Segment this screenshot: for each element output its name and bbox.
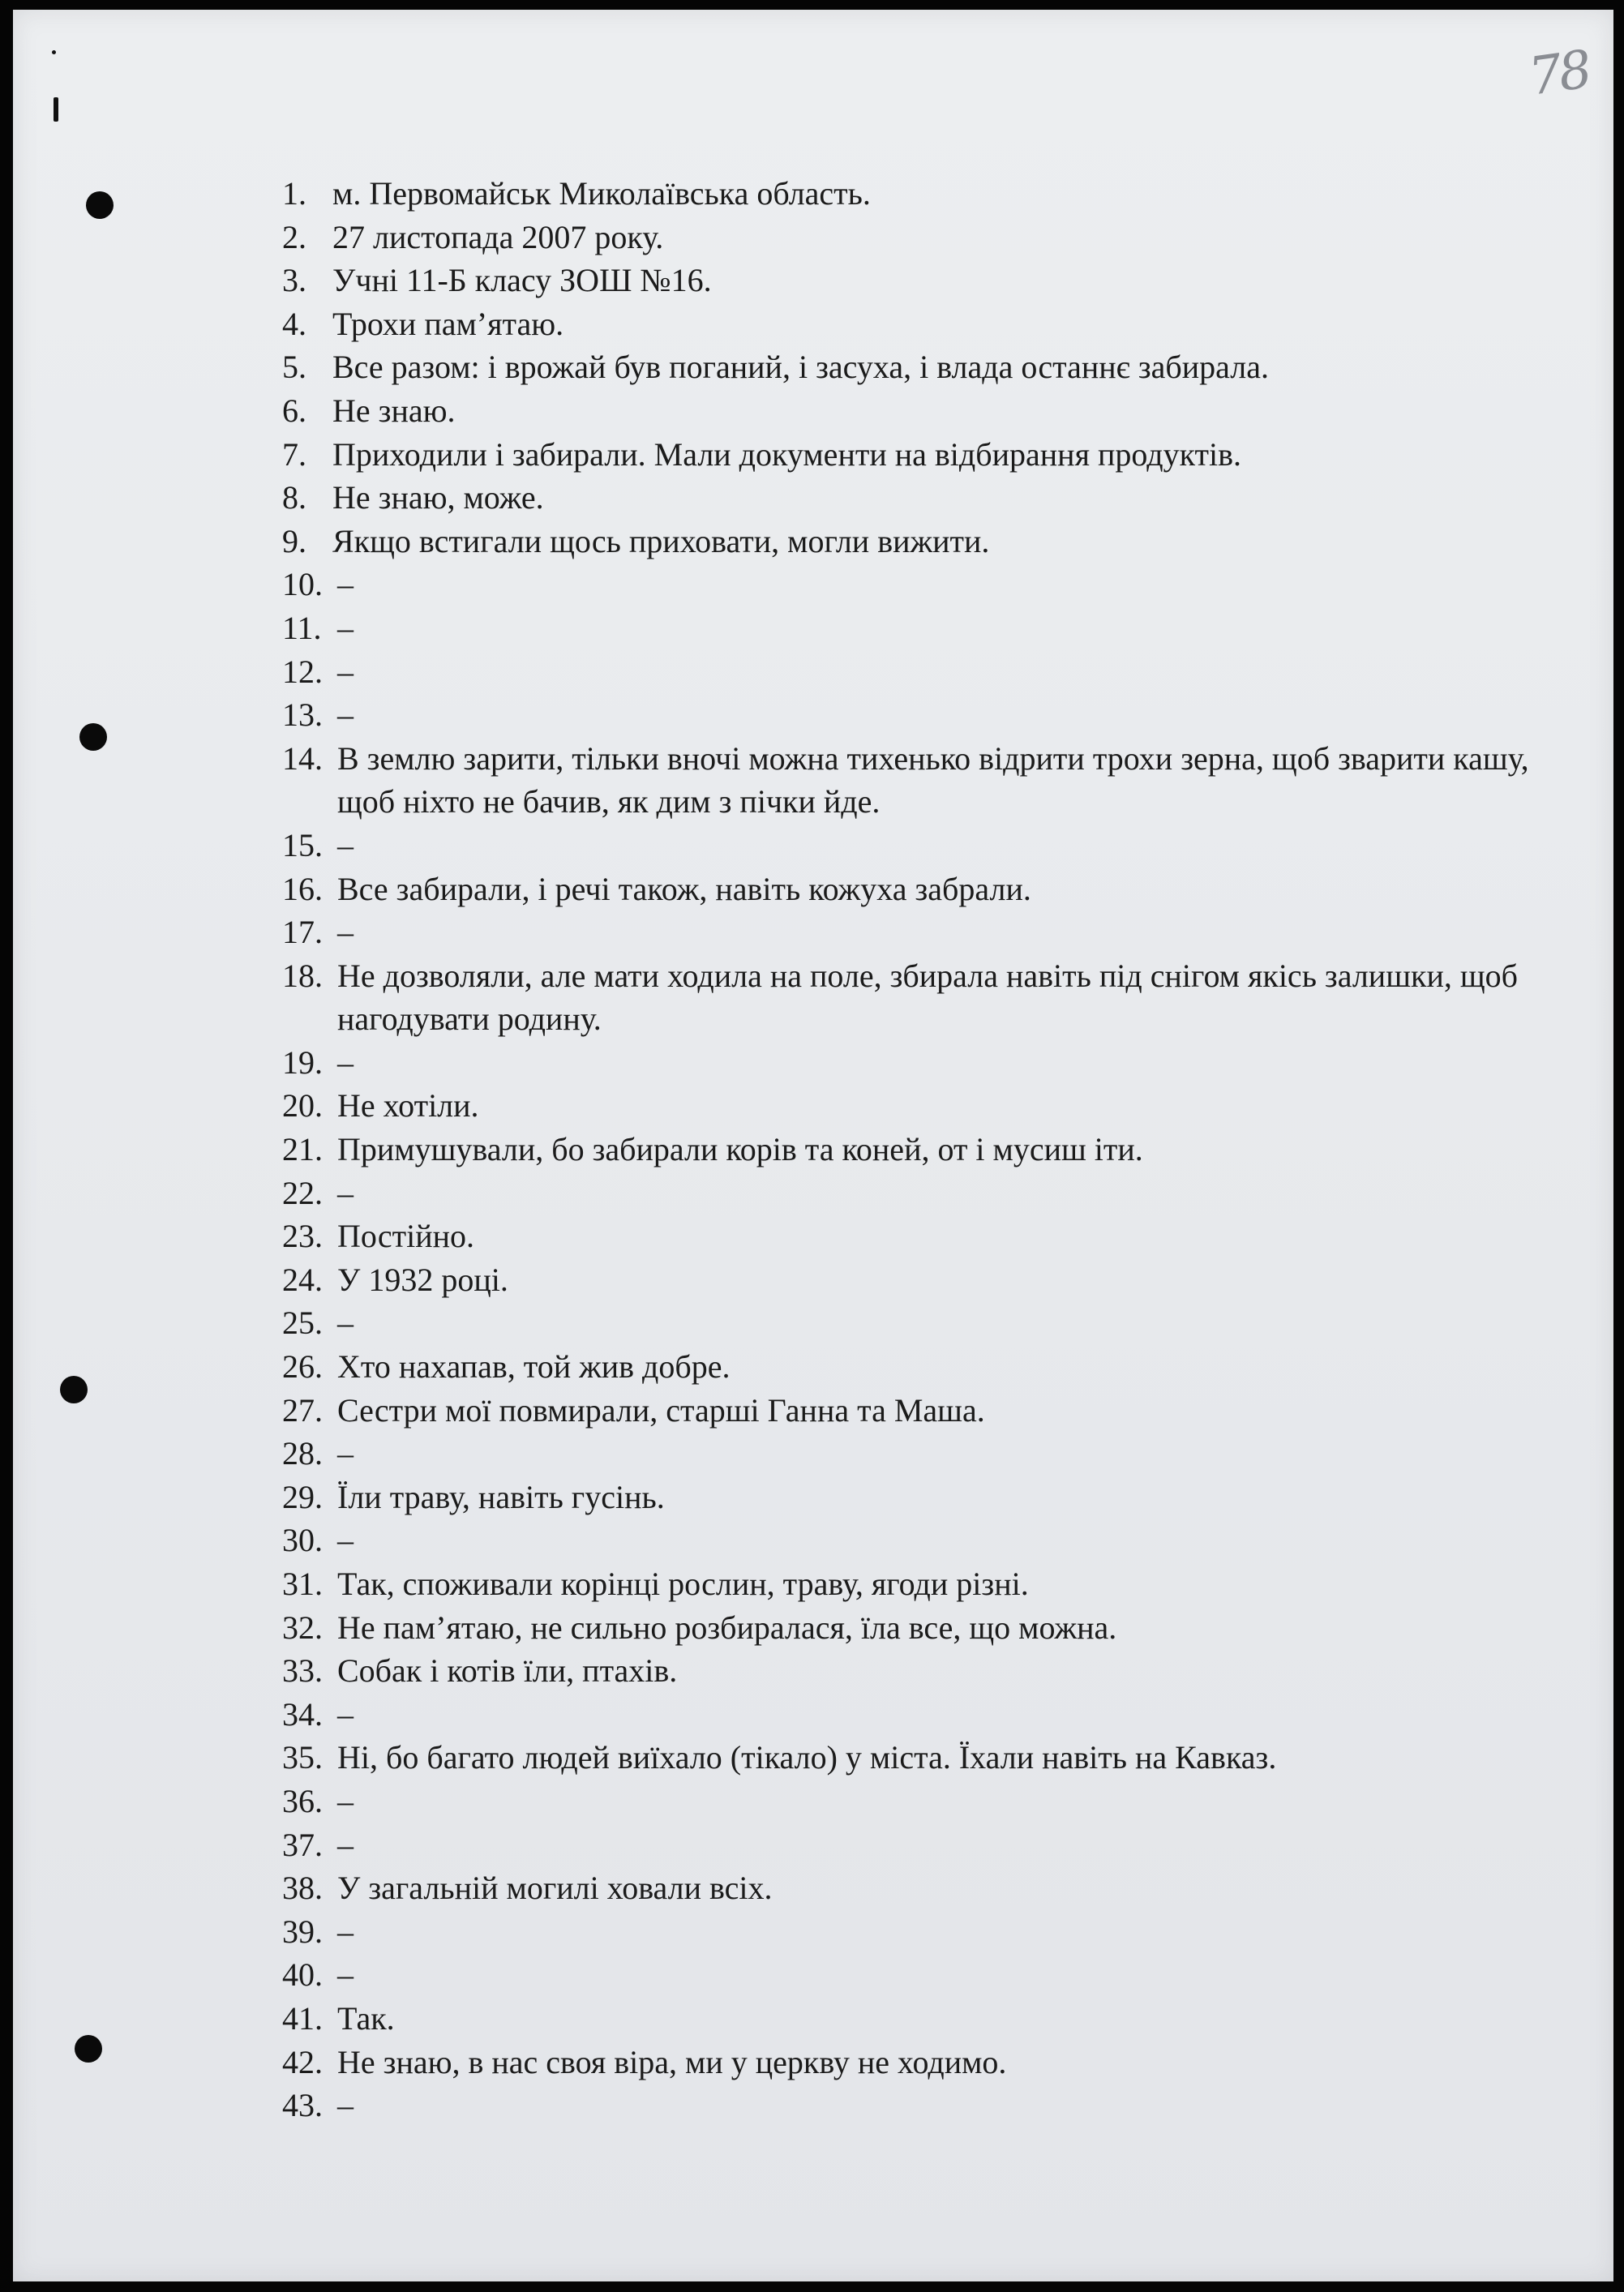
answer-item bbox=[282, 1128, 1547, 1172]
answer-item bbox=[282, 259, 1547, 302]
answer-text: Все разом: і врожай був поганий, і засуха, і влада останнє забирала. bbox=[332, 349, 1269, 386]
answer-number: 39. bbox=[282, 1913, 323, 1950]
answer-item bbox=[282, 563, 1547, 606]
answer-number: 7. bbox=[282, 435, 306, 473]
answer-number: 13. bbox=[282, 696, 323, 734]
answer-item bbox=[282, 1953, 1547, 1997]
answer-number: 21. bbox=[282, 1131, 323, 1168]
answer-text: Ні, бо багато людей виїхало (тікало) у міста. Їхали навіть на Кавказ. bbox=[337, 1739, 1277, 1776]
answer-text: Не знаю, в нас своя віра, ми у церкву не ходимо. bbox=[337, 2043, 1007, 2080]
answer-number: 23. bbox=[282, 1218, 323, 1255]
answer-item bbox=[282, 650, 1547, 694]
answer-item bbox=[282, 1823, 1547, 1867]
answer-number: 42. bbox=[282, 2043, 323, 2080]
answer-item bbox=[282, 1172, 1547, 1215]
answer-text: 27 листопада 2007 року. bbox=[332, 218, 664, 255]
answer-item bbox=[282, 1084, 1547, 1128]
answer-text: – bbox=[337, 1913, 354, 1950]
answer-number: 29. bbox=[282, 1478, 323, 1515]
answer-text: – bbox=[337, 609, 354, 646]
answer-number: 30. bbox=[282, 1522, 323, 1559]
answer-text: – bbox=[337, 566, 354, 603]
answer-number: 34. bbox=[282, 1695, 323, 1733]
answer-item bbox=[282, 2041, 1547, 2084]
answer-item bbox=[282, 1345, 1547, 1389]
answer-number: 14. bbox=[282, 739, 323, 777]
answer-text: Собак і котів їли, птахів. bbox=[337, 1652, 678, 1690]
answer-number: 17. bbox=[282, 914, 323, 951]
answer-number: 35. bbox=[282, 1739, 323, 1776]
answer-number: 3. bbox=[282, 262, 306, 299]
answer-item bbox=[282, 389, 1547, 433]
answer-item bbox=[282, 433, 1547, 477]
answer-number: 10. bbox=[282, 566, 323, 603]
answer-number: 33. bbox=[282, 1652, 323, 1690]
answer-number: 8. bbox=[282, 479, 306, 516]
answer-item bbox=[282, 693, 1547, 737]
answer-text: – bbox=[337, 653, 354, 690]
answer-item bbox=[282, 606, 1547, 650]
scan-mark bbox=[54, 97, 58, 122]
answer-item bbox=[282, 1649, 1547, 1693]
answer-text: – bbox=[337, 696, 354, 734]
answer-number: 25. bbox=[282, 1305, 323, 1342]
answer-item bbox=[282, 737, 1547, 824]
answer-number: 5. bbox=[282, 349, 306, 386]
punch-hole bbox=[60, 1376, 88, 1403]
answer-text: Трохи пам’ятаю. bbox=[332, 305, 564, 342]
answer-text: – bbox=[337, 1305, 354, 1342]
answer-text: У загальній могилі ховали всіх. bbox=[337, 1870, 773, 1907]
answer-number: 20. bbox=[282, 1087, 323, 1125]
answer-item bbox=[282, 2084, 1547, 2127]
answer-text: В землю зарити, тільки вночі можна тихенько відрити трохи зерна, щоб зварити кашу, щоб ніхто не бачив, як дим з пічки йде. bbox=[337, 739, 1529, 820]
answer-text: Не знаю, може. bbox=[332, 479, 544, 516]
answer-number: 4. bbox=[282, 305, 306, 342]
answer-item bbox=[282, 1519, 1547, 1562]
answer-item bbox=[282, 1301, 1547, 1345]
answer-number: 18. bbox=[282, 957, 323, 994]
answer-text: – bbox=[337, 1435, 354, 1472]
answer-text: Так, споживали корінці рослин, траву, ягоди різні. bbox=[337, 1566, 1029, 1602]
answer-text: – bbox=[337, 914, 354, 951]
answer-number: 22. bbox=[282, 1174, 323, 1211]
answer-number: 36. bbox=[282, 1782, 323, 1819]
answer-text: – bbox=[337, 826, 354, 863]
answer-text: Не хотіли. bbox=[337, 1087, 479, 1125]
answer-item bbox=[282, 1736, 1547, 1780]
answer-text: Їли траву, навіть гусінь. bbox=[337, 1478, 665, 1515]
answer-number: 19. bbox=[282, 1043, 323, 1081]
scan-mark bbox=[52, 50, 56, 54]
answer-item bbox=[282, 1693, 1547, 1737]
answer-item bbox=[282, 824, 1547, 868]
answer-number: 31. bbox=[282, 1566, 323, 1602]
answer-text: – bbox=[337, 1826, 354, 1863]
answer-text: – bbox=[337, 1174, 354, 1211]
answer-text: Так. bbox=[337, 1999, 395, 2037]
answer-text: Приходили і забирали. Мали документи на відбирання продуктів. bbox=[332, 435, 1241, 473]
answer-item bbox=[282, 345, 1547, 389]
punch-hole bbox=[75, 2035, 102, 2063]
answer-text: м. Первомайськ Миколаївська область. bbox=[332, 175, 871, 212]
answer-item bbox=[282, 1389, 1547, 1433]
answer-item bbox=[282, 172, 1547, 216]
punch-hole bbox=[86, 191, 114, 219]
answer-item bbox=[282, 1432, 1547, 1476]
answer-number: 12. bbox=[282, 653, 323, 690]
handwritten-page-number: 78 bbox=[1525, 40, 1593, 108]
answer-number: 27. bbox=[282, 1391, 323, 1429]
answer-item bbox=[282, 1476, 1547, 1519]
answer-text: Постійно. bbox=[337, 1218, 475, 1255]
answer-number: 24. bbox=[282, 1261, 323, 1298]
answer-item bbox=[282, 1215, 1547, 1258]
answer-text: Не дозволяли, але мати ходила на поле, збирала навіть під снігом якісь залишки, щоб нагодувати родину. bbox=[337, 957, 1518, 1038]
answer-item bbox=[282, 1866, 1547, 1910]
answer-text: Не пам’ятаю, не сильно розбиралася, їла все, що можна. bbox=[337, 1609, 1117, 1646]
answer-text: – bbox=[337, 1695, 354, 1733]
answer-text: Сестри мої повмирали, старші Ганна та Маша. bbox=[337, 1391, 985, 1429]
answer-text: Учні 11-Б класу ЗОШ №16. bbox=[332, 262, 712, 299]
answer-item bbox=[282, 1910, 1547, 1954]
answer-item bbox=[282, 1997, 1547, 2041]
punch-hole bbox=[79, 723, 107, 751]
answer-item bbox=[282, 216, 1547, 259]
answer-number: 16. bbox=[282, 870, 323, 907]
answer-item bbox=[282, 1780, 1547, 1823]
answer-number: 32. bbox=[282, 1609, 323, 1646]
answer-text: Хто нахапав, той жив добре. bbox=[337, 1348, 731, 1386]
answer-item bbox=[282, 1606, 1547, 1650]
answer-item bbox=[282, 1258, 1547, 1302]
answer-text: Примушували, бо забирали корів та коней, от і мусиш іти. bbox=[337, 1131, 1143, 1168]
answer-text: Все забирали, і речі також, навіть кожуха забрали. bbox=[337, 870, 1031, 907]
answer-item bbox=[282, 1562, 1547, 1606]
answer-item bbox=[282, 910, 1547, 954]
document-page bbox=[13, 10, 1613, 2281]
answer-item bbox=[282, 302, 1547, 346]
answer-item bbox=[282, 954, 1547, 1041]
answer-number: 2. bbox=[282, 218, 306, 255]
answer-text: – bbox=[337, 1782, 354, 1819]
answer-number: 41. bbox=[282, 1999, 323, 2037]
answer-text: – bbox=[337, 1043, 354, 1081]
answer-number: 11. bbox=[282, 609, 322, 646]
answer-number: 38. bbox=[282, 1870, 323, 1907]
answer-item bbox=[282, 476, 1547, 520]
answer-text: – bbox=[337, 1522, 354, 1559]
answer-number: 6. bbox=[282, 392, 306, 429]
answer-number: 26. bbox=[282, 1348, 323, 1386]
answer-number: 43. bbox=[282, 2087, 323, 2124]
answer-number: 40. bbox=[282, 1956, 323, 1994]
answer-number: 15. bbox=[282, 826, 323, 863]
answer-text: – bbox=[337, 2087, 354, 2124]
answer-number: 28. bbox=[282, 1435, 323, 1472]
answer-list bbox=[282, 172, 1547, 2127]
answer-text: Не знаю. bbox=[332, 392, 456, 429]
answer-text: – bbox=[337, 1956, 354, 1994]
answer-item bbox=[282, 1041, 1547, 1085]
answer-number: 1. bbox=[282, 175, 306, 212]
answer-number: 37. bbox=[282, 1826, 323, 1863]
answer-text: Якщо встигали щось приховати, могли вижити. bbox=[332, 522, 990, 559]
answer-number: 9. bbox=[282, 522, 306, 559]
answer-item bbox=[282, 868, 1547, 911]
answer-item bbox=[282, 520, 1547, 563]
answer-text: У 1932 році. bbox=[337, 1261, 508, 1298]
